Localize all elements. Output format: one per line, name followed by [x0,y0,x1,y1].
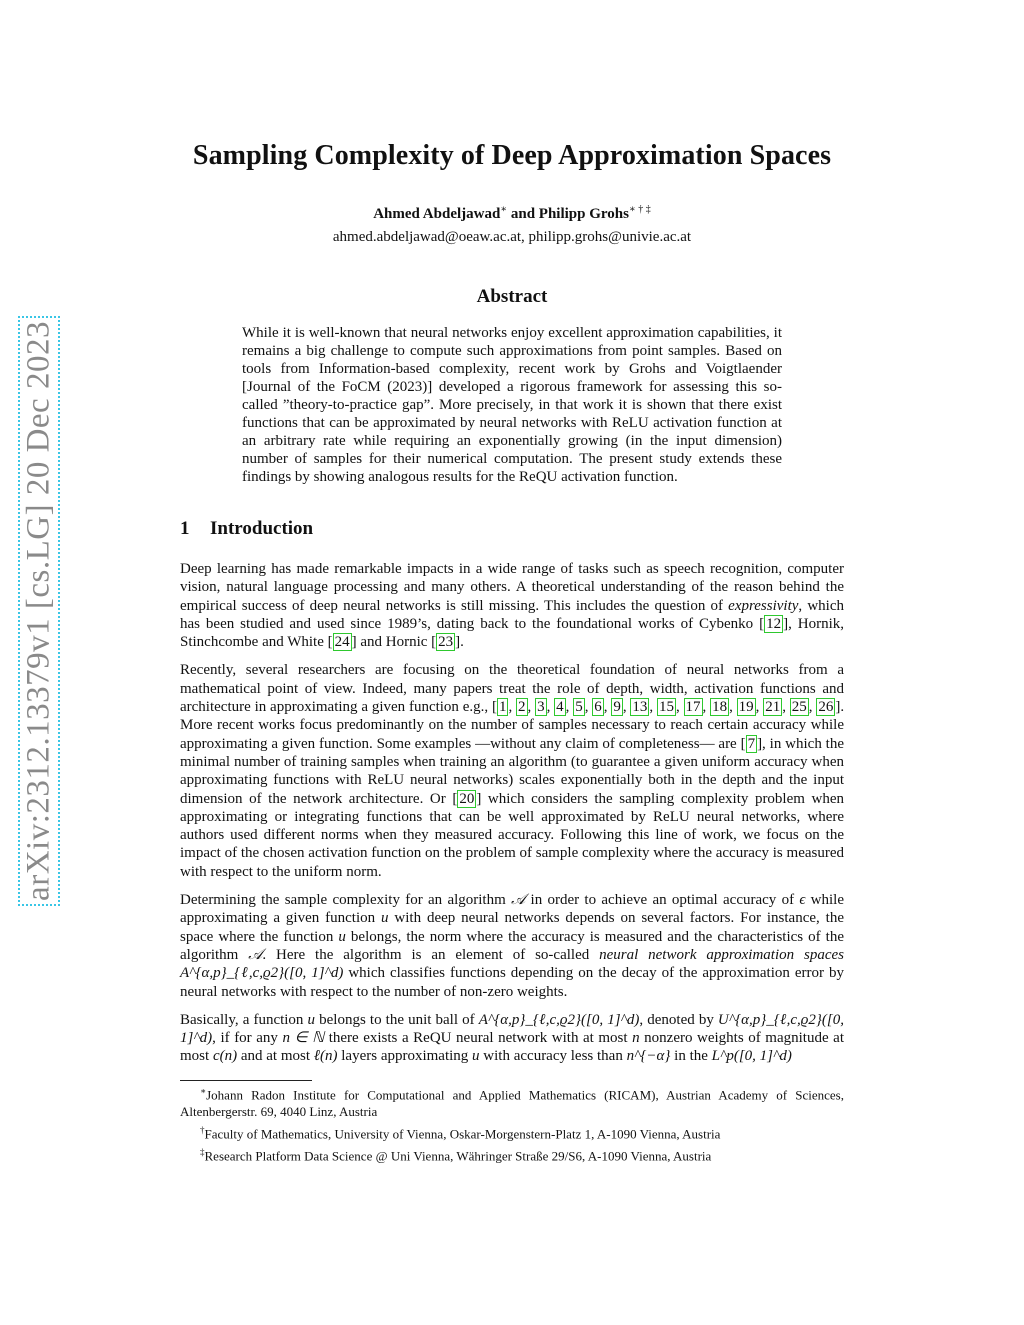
author-name: Philipp Grohs [538,206,629,222]
citation-link[interactable]: 26 [818,699,834,716]
math-inline: 𝒜 [248,946,263,963]
math-inline: u [472,1048,480,1065]
citation-link[interactable]: 13 [632,699,648,716]
footnote-text: Faculty of Mathematics, University of Vienna, Oskar-Morgenstern-Platz 1, A-1090 Vienna, Austria [204,1126,721,1142]
citation-link[interactable]: 17 [685,699,701,716]
citation-separator: , [565,699,574,716]
citation-link[interactable]: 20 [459,790,475,807]
citation-link[interactable]: 4 [556,699,564,716]
citation-separator: , [649,699,657,716]
author-name: Ahmed Abdeljawad [373,206,501,222]
math-inline: n [632,1030,640,1047]
citation-separator: , [675,699,684,716]
emphasis-term: expressivity [728,597,799,614]
citation-link[interactable]: 25 [791,699,807,716]
footnote [180,1122,844,1142]
citation-link[interactable]: 6 [594,699,602,716]
intro-paragraph-2: Recently, several researchers are focusing on the theoretical foundation of neural networks from a mathematical point of view. Indeed, many papers treat the role of depth, width, activation functions and architecture in approximating a given function e.g., [ 1 , 2 , 3 , 4 , 5 , 6 , 9 , 13 , 15 , 17 , 18 , 19 , 21 , 25 , 26 ]. More recent works focus predominantly on the number of samples necessary to reach certain accuracy while approximating a given function. Some examples —without any claim of completeness— are [ 7 ], in which the minimal number of training samples when training an algorithm (to guarantee a given uniform accuracy when approximating functions with ReLU neural networks) scales exponentially both in the depth and the input dimension of the network architecture. Or [ 20 ] which considers the sampling complexity problem when approximating or integrating functions that can be well approximated by ReLU neural networks, where authors used different norms when they measured accuracy. Following this line of work, we focus on the impact of the chosen activation function on the problem of sample complexity where the accuracy is measured with respect to the uniform norm. [180,662,845,880]
math-inline: u [338,928,346,945]
math-inline: u [381,910,389,927]
citation-link[interactable]: 9 [613,699,621,716]
intro-paragraph-3: Determining the sample complexity for an algorithm 𝒜 in order to achieve an optimal accuracy of ϵ while approximating a given function u with deep neural networks depends on several factors. For instance, the space where the function u belongs, the norm where the accuracy is measured and the characteristics of the algorithm 𝒜. Here the algorithm is an element of so-called neural network approximation spaces A^{α,p}_{ℓ,c,ϱ2}([0, 1]^d) which classifies functions depending on the decay of the approximation error by neural networks with respect to the number of non-zero weights. [180,892,844,1000]
citation-link[interactable]: 15 [658,699,674,716]
footnote [180,1083,844,1120]
citation-separator: , [546,699,555,716]
citation-separator: , [782,699,790,716]
footnote-mark: † [200,1125,205,1136]
math-inline: ϵ [799,892,806,909]
citation-separator: , [729,699,737,716]
footnote-divider [180,1080,312,1081]
paper-title: Sampling Complexity of Deep Approximation Spaces [192,140,832,171]
paper-page [180,130,844,1165]
citation-link[interactable]: 1 [498,699,507,716]
arxiv-identifier-stamp [18,316,60,906]
footnote-text: Johann Radon Institute for Computational and Applied Mathematics (RICAM), Austrian Academy of Sciences, Altenbergerstr. 69, 4040 Linz, Austria [180,1087,844,1120]
citation-separator: , [603,699,612,716]
section-title: Introduction [210,518,314,539]
math-inline: u [307,1011,316,1028]
citation-separator: , [702,699,711,716]
emphasis-term: neural network approximation spaces [599,946,844,963]
math-inline: A^{α,p}_{ℓ,c,ϱ2}([0, 1]^d) [180,965,344,982]
citation-separator: , [584,699,593,716]
math-inline: U^{α,p}_{ℓ,c,ϱ2}([0, 1]^d) [180,1011,844,1047]
citation-link[interactable]: 12 [766,615,782,632]
citation-link[interactable]: 24 [334,634,350,651]
footnote-mark: ∗ [200,1085,207,1096]
citation-separator: , [808,699,817,716]
abstract-heading: Abstract [476,286,548,307]
intro-paragraph-1: Deep learning has made remarkable impacts in a wide range of tasks such as speech recognition, computer vision, natural language processing and many others. A theoretical understanding of the reason behind the empirical success of deep neural networks is still missing. This includes the question of expressivity, which has been studied and used since 1989’s, dating back to the foundational works of Cybenko [ 12 ], Hornik, Stinchcombe and White [ 24 ] and Hornic [ 23 ]. [180,561,844,651]
math-inline: n ∈ ℕ [282,1030,325,1047]
section-heading [180,518,844,540]
intro-paragraph-4: Basically, a function u belongs to the unit ball of A^{α,p}_{ℓ,c,ϱ2}([0, 1]^d), denoted by U^{α,p}_{ℓ,c,ϱ2}([0, 1]^d), if for any n ∈ ℕ there exists a ReQU neural network with at most n nonzero weights of magnitude at most c(n) and at most ℓ(n) layers approximating u with accuracy less than n^{−α} in the L^p([0, 1]^d) [180,1011,844,1065]
section-number: 1 [180,518,190,539]
citation-separator: , [622,699,631,716]
author-footnote-mark: ∗ † ‡ [628,204,651,215]
author-footnote-mark: ∗ [500,204,508,215]
math-inline: L^p([0, 1]^d) [711,1048,792,1065]
citation-link[interactable]: 7 [747,735,756,752]
citation-separator: , [755,699,764,716]
math-inline: 𝒜 [511,892,526,909]
author-conjunction: and [510,206,536,222]
citation-link[interactable]: 2 [518,699,526,716]
abstract-text: While it is well-known that neural networks enjoy excellent approximation capabilities, it remains a big challenge to compute such approximations from point samples. Based on tools from Information-based complexity, recent work by Grohs and Voigtlaender [Journal of the FoCM (2023)] developed a rigorous framework for assessing this so-called ”theory-to-practice gap”. More precisely, in that work it is shown that there exist functions that can be approximated by neural networks with ReLU activation function at an arbitrary rate while requiring an exponentially growing (in the input dimension) number of samples for their numerical computation. The present study extends these findings by showing analogous results for the ReQU activation function. [242,325,782,485]
footnote-text: Research Platform Data Science @ Uni Vienna, Währinger Straße 29/S6, A-1090 Vienna, Austria [204,1148,712,1164]
citation-link[interactable]: 3 [537,699,545,716]
author-line [180,204,844,223]
citation-separator: , [527,699,536,716]
math-inline: c(n) [212,1048,238,1065]
citation-separator: , [508,699,517,716]
footnote [180,1144,844,1164]
citation-list [497,698,835,716]
arxiv-identifier-text: arXiv:2312.13379v1 [cs.LG] 20 Dec 2023 [20,321,57,901]
math-inline: n^{−α} [626,1048,671,1065]
citation-link[interactable]: 21 [765,699,781,716]
author-emails: ahmed.abdeljawad@oeaw.ac.at, philipp.grohs@univie.ac.at [332,229,692,245]
citation-link[interactable]: 18 [712,699,728,716]
math-inline: A^{α,p}_{ℓ,c,ϱ2}([0, 1]^d) [478,1011,640,1028]
footnote-mark: ‡ [200,1147,205,1158]
citation-link[interactable]: 19 [738,699,754,716]
math-inline: ℓ(n) [313,1048,338,1065]
citation-link[interactable]: 5 [575,699,583,716]
citation-link[interactable]: 23 [438,634,454,651]
